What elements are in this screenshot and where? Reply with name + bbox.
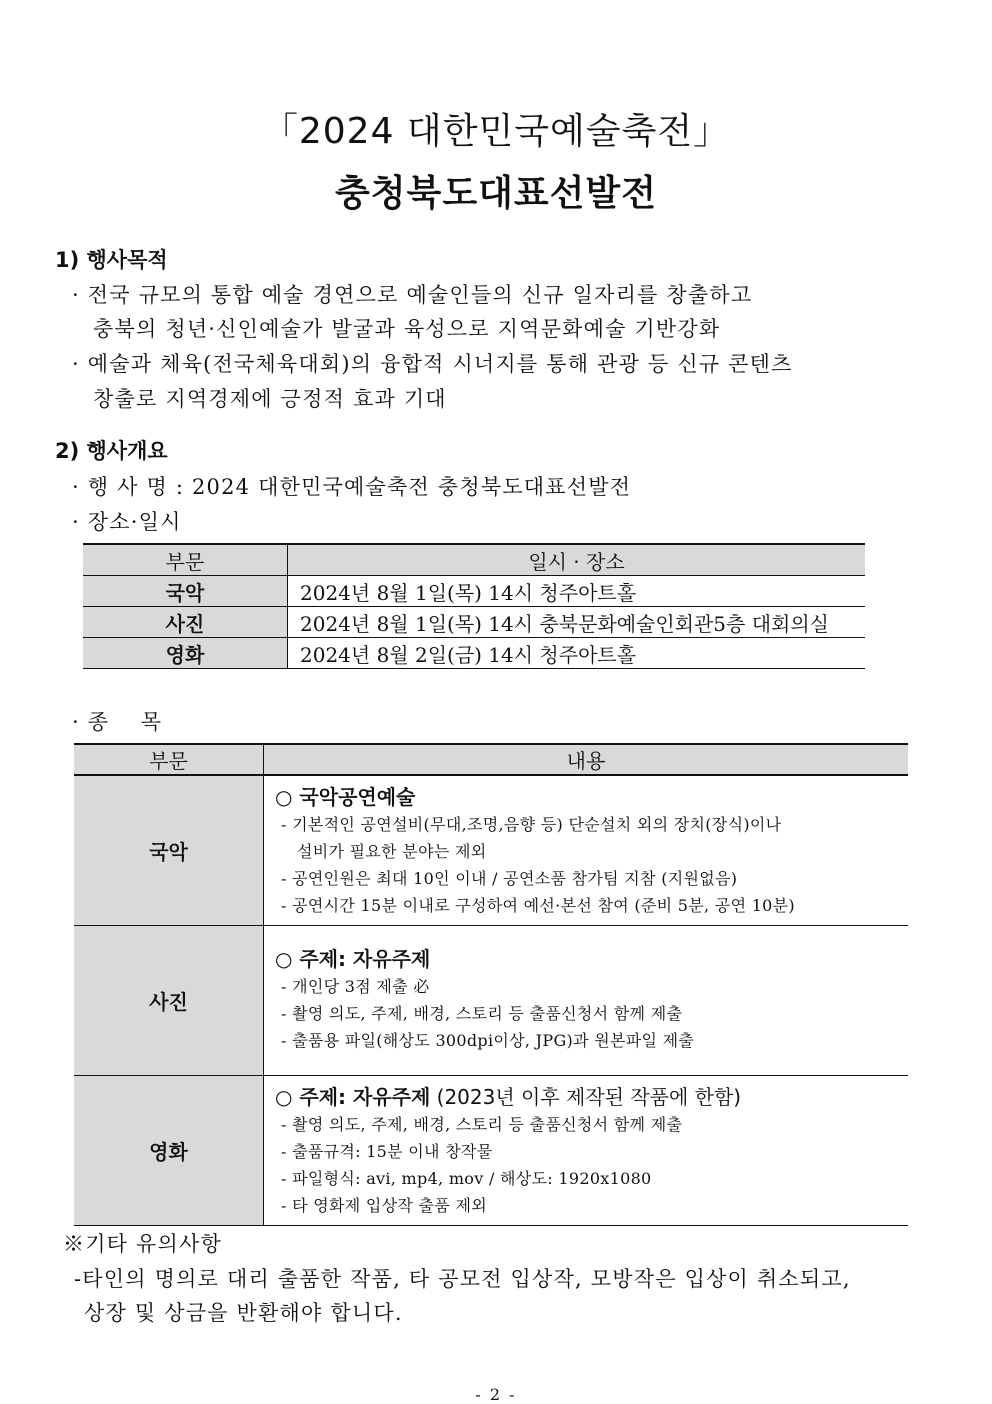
events-category: 영화 — [74, 1075, 264, 1225]
event-name-line: · 행 사 명 : 2024 대한민국예술축전 충청북도대표선발전 — [72, 475, 632, 499]
events-item: - 공연시간 15분 이내로 구성하여 예선·본선 참여 (준비 5분, 공연 10분) — [281, 896, 795, 915]
schedule-category: 사진 — [83, 607, 288, 638]
events-item: - 출품규격: 15분 이내 창작물 — [281, 1141, 493, 1161]
events-content — [264, 1075, 909, 1225]
events-subject — [275, 1083, 907, 1111]
events-item: - 출품용 파일(해상도 300dpi이상, JPG)과 원본파일 제출 — [281, 1030, 695, 1050]
purpose-line-2: 충북의 청년·신인예술가 발굴과 육성으로 지역문화예술 기반강화 — [93, 317, 721, 341]
schedule-row — [83, 638, 865, 669]
subject-note: (2023년 이후 제작된 작품에 한함) — [430, 1084, 742, 1109]
schedule-header-row — [83, 544, 865, 576]
schedule-category: 국악 — [83, 576, 288, 607]
events-category: 국악 — [74, 775, 264, 925]
events-row-gugak — [74, 775, 908, 925]
purpose-line-4: 창출로 지역경제에 긍정적 효과 기대 — [93, 387, 447, 411]
schedule-header-category: 부문 — [83, 544, 288, 576]
schedule-row — [83, 576, 865, 607]
venue-schedule-label: · 장소·일시 — [72, 510, 182, 534]
events-item: - 촬영 의도, 주제, 배경, 스토리 등 출품신청서 함께 제출 — [281, 1003, 683, 1023]
events-item: - 공연인원은 최대 10인 이내 / 공연소품 참가팀 지참 (지원없음) — [281, 869, 738, 888]
events-header-category: 부문 — [74, 744, 264, 775]
events-item: - 촬영 의도, 주제, 배경, 스토리 등 출품신청서 함께 제출 — [281, 1114, 683, 1134]
events-row-photo — [74, 925, 908, 1075]
notes-line-1: -타인의 명의로 대리 출품한 작품, 타 공모전 입상작, 모방작은 입상이 취소되고, — [74, 1267, 851, 1291]
purpose-line-3: · 예술과 체육(전국체육대회)의 융합적 시너지를 통해 관광 등 신규 콘텐츠 — [72, 352, 793, 376]
document-subtitle: 충청북도대표선발전 — [335, 173, 657, 214]
events-subject — [275, 783, 907, 811]
events-item: - 파일형식: avi, mp4, mov / 해상도: 1920x1080 — [281, 1168, 652, 1188]
events-header-content: 내용 — [264, 744, 909, 775]
schedule-row — [83, 607, 865, 638]
events-item: - 타 영화제 입상작 출품 제외 — [281, 1195, 487, 1215]
events-row-film — [74, 1075, 908, 1225]
schedule-detail: 2024년 8월 1일(목) 14시 청주아트홀 — [288, 576, 866, 607]
events-content — [264, 925, 909, 1075]
section-heading-purpose: 1) 행사목적 — [55, 248, 168, 272]
subject-title: ○ 국악공연예술 — [275, 785, 416, 809]
schedule-detail: 2024년 8월 1일(목) 14시 충북문화예술인회관5층 대회의실 — [288, 607, 866, 638]
page-number: - 2 - — [475, 1385, 517, 1404]
subject-title: ○ 주제: 자유주제 — [275, 1084, 431, 1109]
notes-heading: ※기타 유의사항 — [63, 1232, 222, 1256]
events-table — [74, 743, 908, 1226]
schedule-detail: 2024년 8월 2일(금) 14시 청주아트홀 — [288, 638, 866, 669]
events-item: 설비가 필요한 분야는 제외 — [297, 842, 487, 861]
events-label: · 종 목 — [72, 710, 163, 734]
section-heading-overview: 2) 행사개요 — [55, 439, 168, 463]
events-subject — [275, 945, 907, 973]
events-item: - 개인당 3점 제출 必 — [281, 976, 430, 996]
events-content — [264, 775, 909, 925]
purpose-line-1: · 전국 규모의 통합 예술 경연으로 예술인들의 신규 일자리를 창출하고 — [72, 283, 753, 307]
events-item: - 기본적인 공연설비(무대,조명,음향 등) 단순설치 외의 장치(장식)이나 — [281, 815, 782, 834]
notes-line-2: 상장 및 상금을 반환해야 합니다. — [84, 1301, 403, 1325]
document-title: 「2024 대한민국예술축전」 — [261, 111, 731, 152]
events-category: 사진 — [74, 925, 264, 1075]
events-header-row — [74, 744, 908, 775]
schedule-category: 영화 — [83, 638, 288, 669]
schedule-table — [83, 543, 865, 669]
subject-title: ○ 주제: 자유주제 — [275, 946, 431, 971]
schedule-header-detail: 일시 · 장소 — [288, 544, 866, 576]
